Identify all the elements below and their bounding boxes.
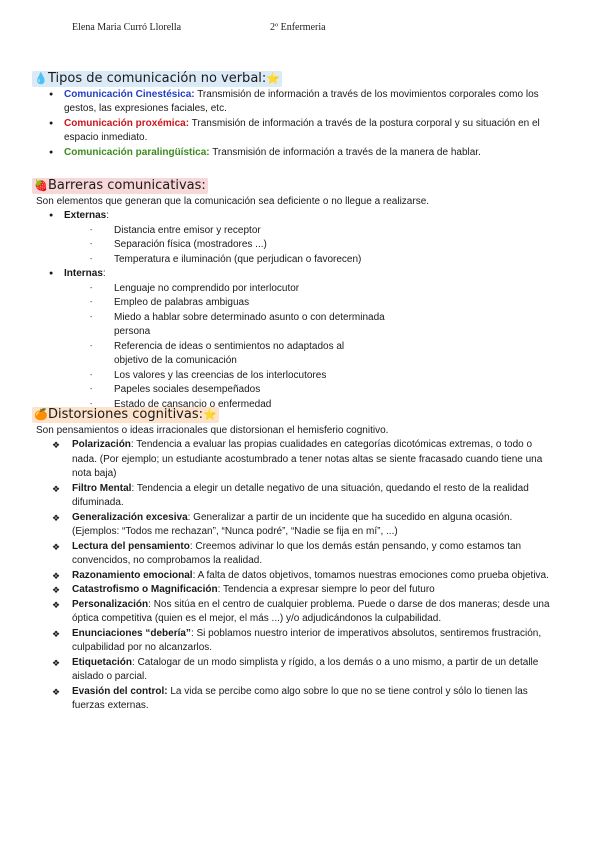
sub-item: - Temperatura e iluminación (que perjudican o favorecen) [32, 253, 552, 268]
definition: : A falta de datos objetivos, tomamos nuestras emociones como prueba objetiva. [192, 569, 549, 581]
sub-item: - Los valores y las creencias de los interlocutores [32, 369, 412, 384]
list-item [32, 117, 552, 146]
section-tipos [32, 71, 552, 172]
list-item [32, 88, 552, 117]
definition: : Si poblamos nuestro interior de imperativos absolutos, sentiremos frustración, culpabilidad por no alcanzarlos. [72, 627, 542, 653]
definition: : Generalizar a partir de un incidente que ha sucedido en alguna ocasión. (Ejemplos: “Todos me rechazan”, “Nunca podré”, “Nadie se fija en mí”, ...) [72, 511, 513, 537]
section-intro: Son elementos que generan que la comunicación sea deficiente o no llegue a realizarse. [36, 195, 430, 207]
sub-item: - Papeles sociales desempeñados [32, 383, 412, 398]
list-item [32, 482, 552, 511]
term: Lectura del pensamiento [72, 540, 190, 552]
star-icon: ⭐ [266, 72, 281, 85]
definition: : Catalogar de un modo simplista y rígido, a los demás o a uno mismo, a partir de un detalle aislado o parcial. [72, 656, 539, 682]
term: Comunicación proxémica: [64, 117, 190, 129]
definition: Transmisión de información a través de los movimientos corporales como los gestos, las expresiones faciales, etc. [64, 88, 539, 114]
list-item [32, 438, 552, 482]
list-item [32, 583, 552, 598]
term: Generalización excesiva [72, 511, 188, 523]
title-text: Barreras comunicativas: [48, 178, 206, 193]
externas-list [32, 224, 552, 268]
list-item [32, 685, 552, 714]
definition: Transmisión de información a través de la postura corporal y su situación en el espacio inmediato. [64, 117, 540, 143]
term: Razonamiento emocional [72, 569, 193, 581]
list-item [32, 569, 552, 584]
term: Comunicación Cinestésica: [64, 88, 195, 100]
document-body [32, 71, 552, 714]
term: Filtro Mental [72, 482, 132, 494]
title-text: Distorsiones cognitivas: [48, 407, 203, 422]
section-title-tipos [32, 71, 282, 87]
tipos-list [32, 88, 552, 161]
definition: : Creemos adivinar lo que los demás están pensando, y como estamos tan convencidos, no comprobamos la realidad. [72, 540, 522, 566]
star-icon: ⭐ [203, 408, 217, 421]
list-item [32, 146, 552, 161]
sub-item: - Separación física (mostradores ...) [32, 238, 552, 253]
term: Comunicación paralingüística: [64, 146, 210, 158]
sub-item: - Distancia entre emisor y receptor [32, 224, 552, 239]
definition: La vida se percibe como algo sobre lo que no se tiene control y sólo lo tienen las fuerzas externas. [72, 685, 528, 711]
internas-list [32, 282, 412, 413]
list-item [32, 627, 552, 656]
list-item [32, 656, 552, 685]
list-item: ● Externas: - Distancia entre emisor y receptor - Separación física (mostradores ...) - Temperatura e iluminación (que perjudican o favorecen) [32, 209, 552, 267]
term: Externas [64, 210, 107, 221]
sub-item: - Estado de cansancio o enfermedad [32, 398, 412, 413]
sub-item: - Empleo de palabras ambiguas [32, 296, 412, 311]
term: Catastrofismo o Magnificación [72, 584, 218, 595]
distorsiones-list [32, 438, 552, 714]
course-label: 2º Enfermeria [270, 22, 326, 33]
sub-item: - Miedo a hablar sobre determinado asunto o con determinada persona [32, 311, 412, 340]
list-item [32, 540, 552, 569]
strawberry-icon: 🍓 [34, 179, 48, 192]
term: Polarización [72, 439, 131, 450]
author-name: Elena Maria Curró Llorella [72, 22, 182, 33]
term: Etiquetación [72, 656, 133, 668]
term: Personalización [72, 598, 149, 610]
sub-item: - Referencia de ideas o sentimientos no adaptados al objetivo de la comunicación [32, 340, 412, 369]
definition: Transmisión de información a través de la manera de hablar. [209, 146, 481, 158]
orange-icon: 🍊 [34, 408, 48, 421]
term: Enunciaciones “debería” [72, 627, 191, 639]
definition: : Tendencia a elegir un detalle negativo de una situación, quedando el resto de la realidad difuminada. [72, 482, 529, 508]
droplet-icon: 💧 [34, 72, 48, 85]
section-title-barreras [32, 178, 208, 194]
section-barreras [32, 178, 552, 410]
list-item: ● Internas: - Lenguaje no comprendido por interlocutor - Empleo de palabras ambiguas - Miedo a hablar sobre determinado asunto o con determinada persona - Referencia de ideas o sentimientos no adaptados al objetivo de la comunicación - Los valores y las creencias de los interlocutores - Papeles sociales desempeñados - Estado de cansancio o enfermedad [32, 267, 552, 412]
section-intro: Son pensamientos o ideas irracionales que distorsionan el hemisferio cognitivo. [36, 424, 389, 436]
sub-item: - Lenguaje no comprendido por interlocutor [32, 282, 412, 297]
list-item [32, 598, 552, 627]
section-distorsiones [32, 407, 552, 714]
term: Evasión del control: [72, 685, 168, 697]
term: Internas [64, 268, 103, 279]
definition: : Tendencia a evaluar las propias cualidades en categorías dicotómicas extremas, o todo o nada. (Por ejemplo; un estudiante acostumbrado a tener notas altas se siente fracasado cuando tiene una nota baja) [72, 439, 543, 479]
definition: : Tendencia a expresar siempre lo peor del futuro [217, 584, 435, 595]
definition: : Nos sitúa en el centro de cualquier problema. Puede o darse de dos maneras; desde una óptica competitiva (quien es el mejor, el más ...) y/o adjudicándonos la culpabilidad. [72, 598, 550, 624]
barreras-list [32, 209, 552, 412]
list-item [32, 511, 552, 540]
title-text: Tipos de comunicación no verbal: [48, 71, 267, 86]
